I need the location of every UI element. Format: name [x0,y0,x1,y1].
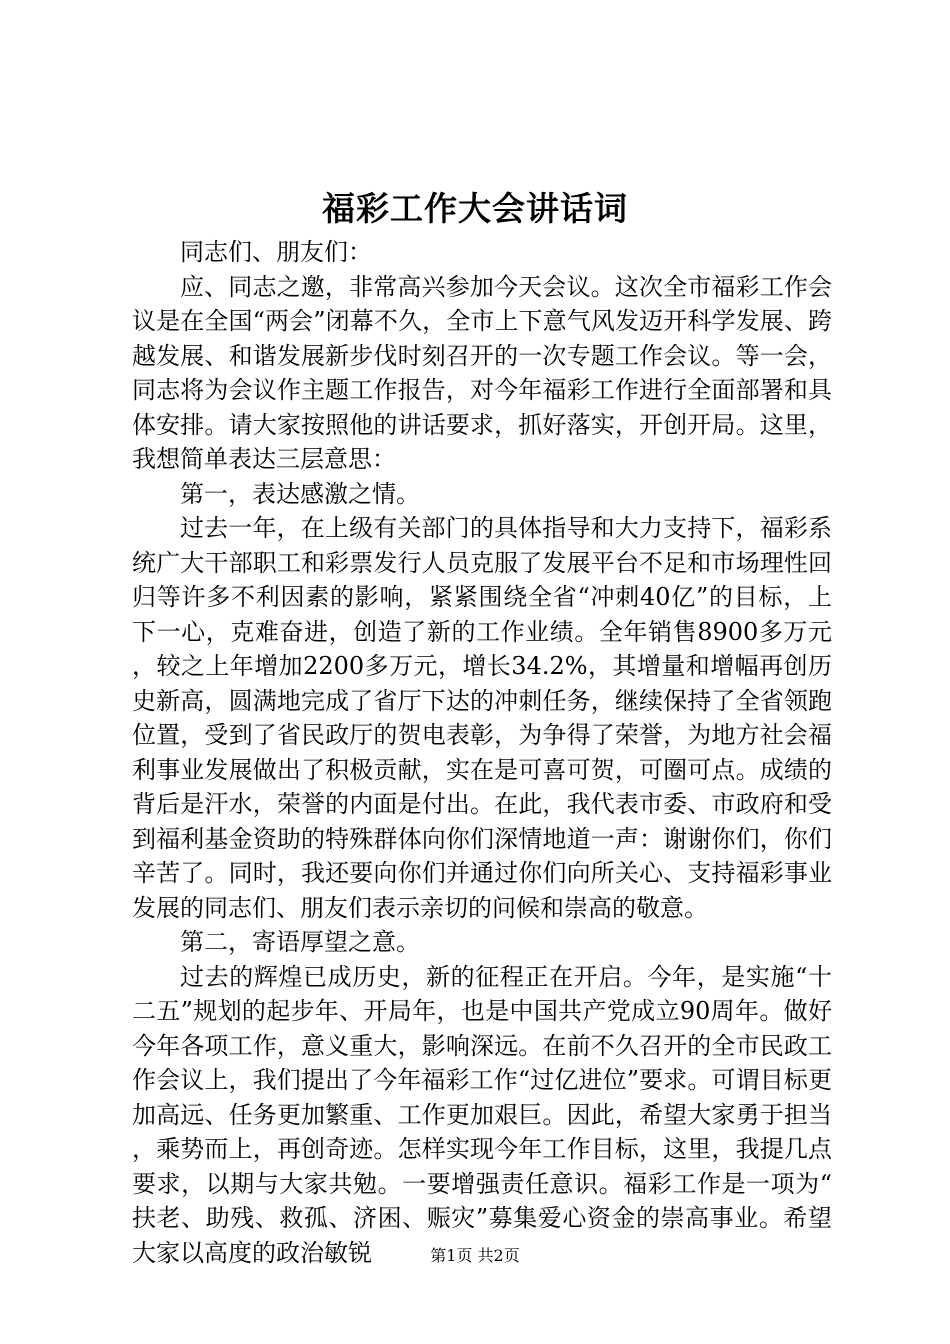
salutation-paragraph: 同志们、朋友们： [180,238,372,266]
intro-paragraph: 应、同志之邀，非常高兴参加今天会议。这次全市福彩工作会议是在全国“两会”闭幕不久，全市上下意气风发迈开科学发展、跨越发展、和谐发展新步伐时刻召开的一次专题工作会议。等一会，同志将为会议作主题工作报告，对今年福彩工作进行全面部署和具体安排。请大家按照他的讲话要求，抓好落实，开创开局。这里，我想简单表达三层意思： [132,272,832,473]
page-footer: 第1页 共2页 [430,1246,520,1265]
section-heading-first: 第一，表达感激之情。 [180,479,420,508]
body-paragraph-first: 过去一年，在上级有关部门的具体指导和大力支持下，福彩系统广大干部职工和彩票发行人员克服了发展平台不足和市场理性回归等许多不利因素的影响，紧紧围绕全省“冲刺40亿”的目标，上下一心，克难奋进，创造了新的工作业绩。全年销售8900多万元，较之上年增加2200多万元，增长34.2%，其增量和增幅再创历史新高，圆满地完成了省厅下达的冲刺任务，继续保持了全省领跑位置，受到了省民政厅的贺电表彰，为争得了荣誉，为地方社会福利事业发展做出了积极贡献，实在是可喜可贺，可圈可点。成绩的背后是汗水，荣誉的内面是付出。在此，我代表市委、市政府和受到福利基金资助的特殊群体向你们深情地道一声：谢谢你们，你们辛苦了。同时，我还要向你们并通过你们向所关心、支持福彩事业发展的同志们、朋友们表示亲切的问候和崇高的敬意。 [132,514,832,922]
document-body [132,235,832,1270]
body-paragraph-second: 过去的辉煌已成历史，新的征程正在开启。今年，是实施“十二五”规划的起步年、开局年，也是中国共产党成立90周年。做好今年各项工作，意义重大，影响深远。在前不久召开的全市民政工作会议上，我们提出了今年福彩工作“过亿进位”要求。可谓目标更加高远、任务更加繁重、工作更加艰巨。因此，希望大家勇于担当，乘势而上，再创奇迹。怎样实现今年工作目标，这里，我提几点要求，以期与大家共勉。一要增强责任意识。福彩工作是一项为“扶老、助残、救孤、济困、赈灾”募集爱心资金的崇高事业。希望大家以高度的政治敏锐 [132,962,832,1267]
section-heading-second: 第二，寄语厚望之意。 [180,928,420,956]
document-title: 福彩工作大会讲话词 [322,189,628,228]
